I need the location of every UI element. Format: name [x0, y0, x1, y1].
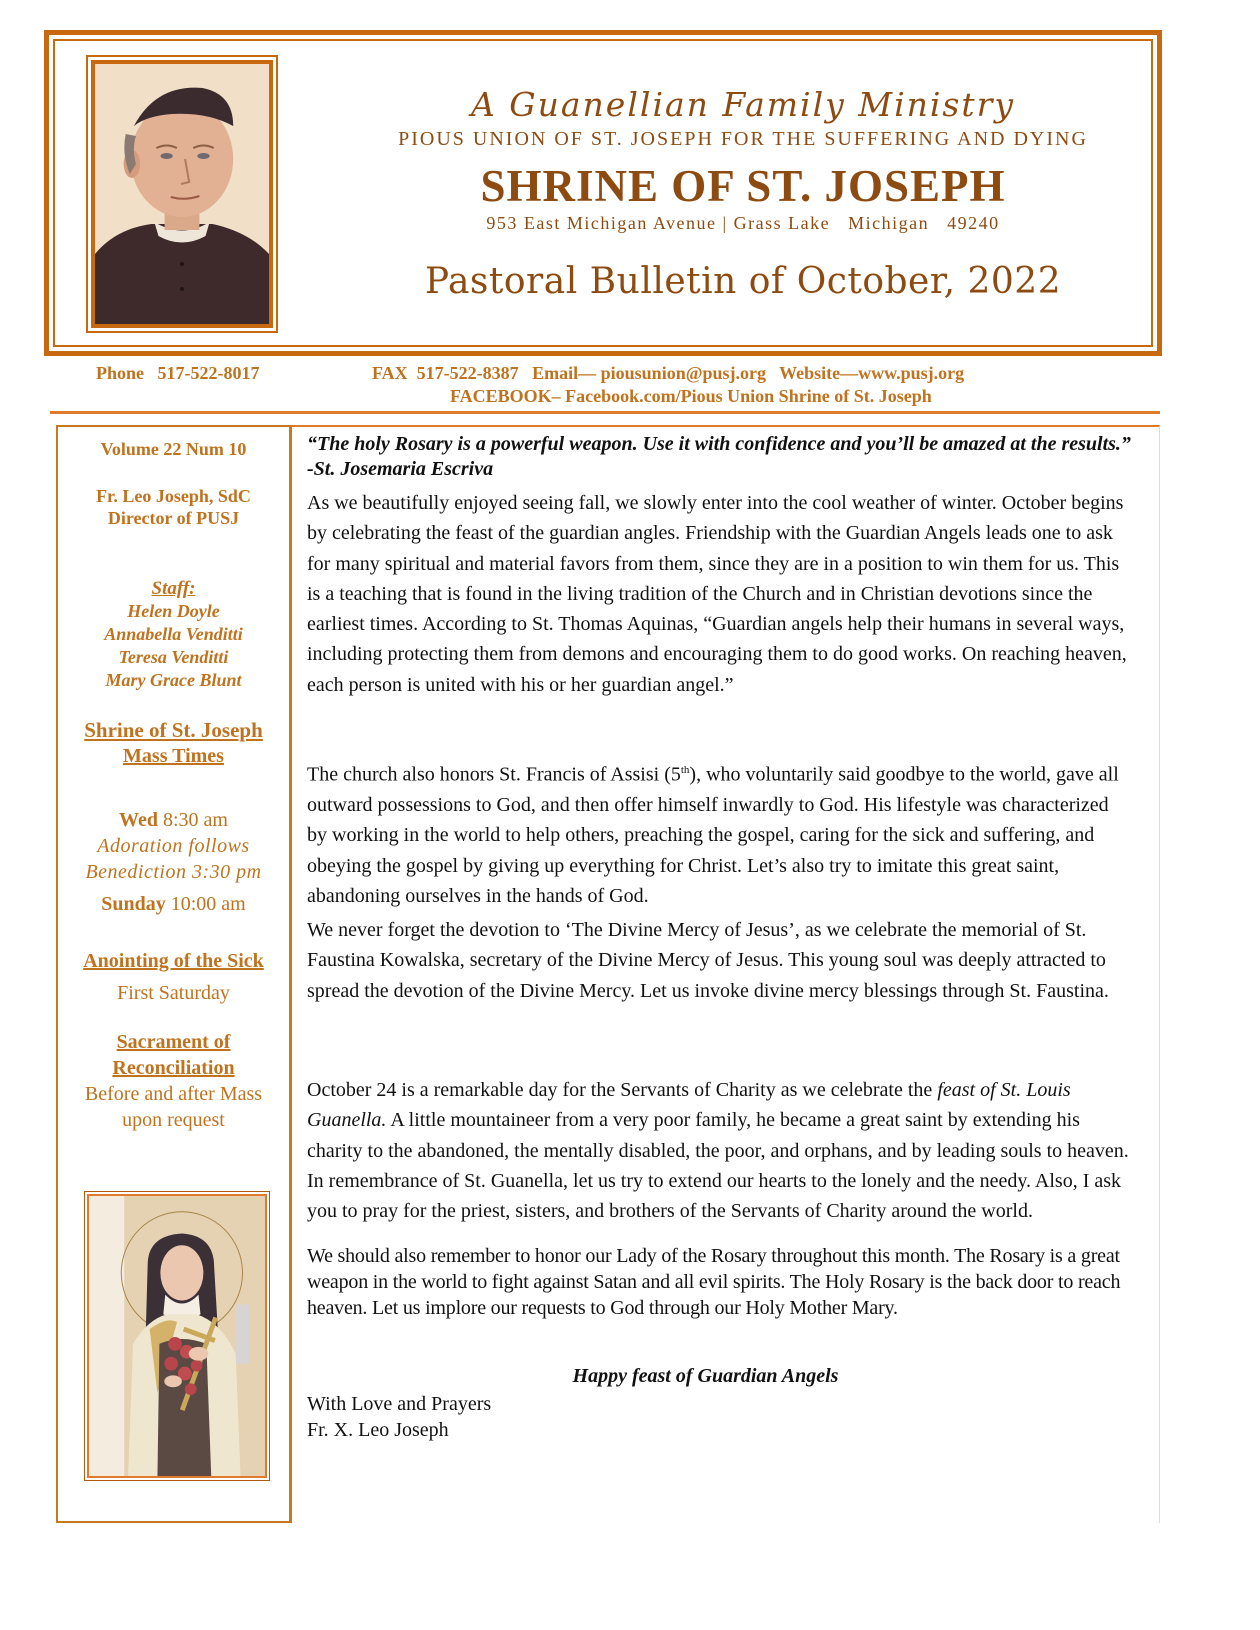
greeting: Happy feast of Guardian Angels	[572, 1365, 839, 1387]
p2-text-b: ), who voluntarily said goodbye to the world, gave all outward possessions to God, and then offer himself inwardly to God. His lifestyle was characterized by working in the world to help others, preaching the gospel, caring for the sick and suffering, and obeying the gospel by giving up everything for Christ. Let’s also try to imitate this great saint, abandoning ourselves in the hands of God.	[307, 763, 1119, 907]
p4-text-a: October 24 is a remarkable day for the Servants of Charity as we celebrate the	[307, 1079, 938, 1101]
volume-number: Volume 22 Num 10	[100, 439, 247, 459]
benediction-note: Benediction 3:30 pm	[85, 861, 262, 883]
p4-text-b: A little mountaineer from a very poor family, he became a great saint by extending his charity to the abandoned, the mentally disabled, the poor, and orphans, and by leading souls to heaven. In remembrance of St. Guanella, let us try to extend our hearts to the lonely and the needy. Also, I ask you to pray for the priest, sisters, and brothers of the Servants of Charity around the world.	[307, 1109, 1129, 1223]
staff-member: Helen Doyle	[127, 601, 220, 621]
paragraph-guardian-angels: As we beautifully enjoyed seeing fall, we slowly enter into the cool weather of winter. October begins by celebrating the feast of the guardian angles. Friendship with the Guardian Angels leads one to ask for many spiritual and material favors from them, since they are in a position to win them for us. This is a teaching that is found in the living tradition of the Church and in Christian devotions since the earliest times. According to St. Thomas Aquinas, “Guardian angels help their humans in several ways, including protecting them from demons and encouraging them to do good works. On reaching heaven, each person is united with his or her guardian angel.”	[307, 492, 1127, 696]
p4-italic: feast of St. Louis Guanella.	[307, 1079, 1071, 1132]
signoff: With Love and Prayers	[307, 1393, 492, 1415]
staff-member: Mary Grace Blunt	[105, 670, 242, 690]
header-divider	[50, 411, 1160, 414]
wed-time: 8:30 am	[162, 809, 228, 831]
mass-times-label: Mass Times	[123, 745, 224, 767]
anointing-heading: Anointing of the Sick	[83, 950, 264, 972]
founder-portrait-image	[91, 60, 273, 328]
recon-when-1: Before and after Mass	[84, 1083, 263, 1105]
pastoral-letter	[292, 425, 1160, 1523]
wed-day: Wed	[119, 809, 158, 831]
recon-when-2: upon request	[122, 1109, 225, 1131]
contact-phone: Phone 517-522-8017	[96, 363, 260, 383]
founder-portrait-frame	[86, 55, 278, 333]
masthead	[44, 30, 1162, 356]
paragraph-divine-mercy: We never forget the devotion to ‘The Divine Mercy of Jesus’, as we celebrate the memorial of St. Faustina Kowalska, secretary of the Divine Mercy of Jesus. This young soul was deeply attracted to spread the devotion of the Divine Mercy. Let us invoke divine mercy blessings through St. Faustina.	[307, 919, 1109, 1002]
p2-text-a: The church also honors St. Francis of Assisi (5	[307, 763, 681, 786]
sunday-mass	[58, 893, 289, 916]
paragraph-rosary: We should also remember to honor our Lady of the Rosary throughout this month. The Rosary is a great weapon in the world to fight against Satan and all evil spirits. The Holy Rosary is the back door to reach heaven. Let us implore our requests to God through our Holy Mother Mary.	[307, 1245, 1121, 1319]
sun-time: 10:00 am	[170, 893, 246, 915]
shrine-address: 953 East Michigan Avenue | Grass Lake Michigan 49240	[486, 213, 1000, 233]
contact-fax-email-website[interactable]: FAX 517-522-8387 Email— piousunion@pusj.org Website—www.pusj.org	[372, 363, 965, 383]
signature: Fr. X. Leo Joseph	[307, 1419, 449, 1441]
recon-heading-2: Reconciliation	[112, 1057, 235, 1079]
contact-facebook[interactable]: FACEBOOK– Facebook.com/Pious Union Shrine of St. Joseph	[450, 386, 932, 406]
signature-block	[307, 1391, 491, 1443]
director-name: Fr. Leo Joseph, SdC	[96, 486, 251, 506]
mass-times-heading	[58, 717, 289, 769]
saint-statue-image	[87, 1194, 267, 1478]
director-info	[58, 485, 289, 529]
paragraph-st-francis	[307, 755, 1133, 911]
sun-day: Sunday	[101, 893, 166, 915]
reconciliation-section	[58, 1029, 289, 1133]
anointing-section	[58, 945, 289, 1009]
recon-heading-1: Sacrament of	[116, 1031, 231, 1053]
staff-member: Teresa Venditti	[118, 647, 229, 667]
saint-therese-statue-icon	[89, 1196, 265, 1476]
ministry-tagline: A Guanellian Family Ministry	[470, 85, 1016, 124]
shrine-title: SHRINE OF ST. JOSEPH	[480, 161, 1006, 211]
anointing-when: First Saturday	[117, 982, 230, 1004]
weekday-mass	[58, 807, 289, 885]
staff-section	[58, 577, 289, 692]
sidebar	[56, 425, 292, 1523]
adoration-note: Adoration follows	[97, 835, 250, 857]
opening-quote: “The holy Rosary is a powerful weapon. Use it with confidence and you’ll be amazed at the results.” -St. Josemaria Escriva	[307, 433, 1131, 480]
priest-portrait-icon	[95, 64, 269, 324]
paragraph-st-guanella	[307, 1075, 1133, 1226]
staff-heading: Staff:	[151, 578, 196, 599]
p2-superscript: th	[680, 764, 690, 776]
shrine-heading: Shrine of St. Joseph	[84, 718, 263, 742]
organization-name: PIOUS UNION OF ST. JOSEPH FOR THE SUFFERING AND DYING	[398, 128, 1088, 150]
staff-member: Annabella Venditti	[104, 624, 243, 644]
bulletin-title: Pastoral Bulletin of October, 2022	[424, 261, 1062, 302]
director-title: Director of PUSJ	[107, 508, 240, 528]
saint-statue-frame	[84, 1191, 270, 1481]
